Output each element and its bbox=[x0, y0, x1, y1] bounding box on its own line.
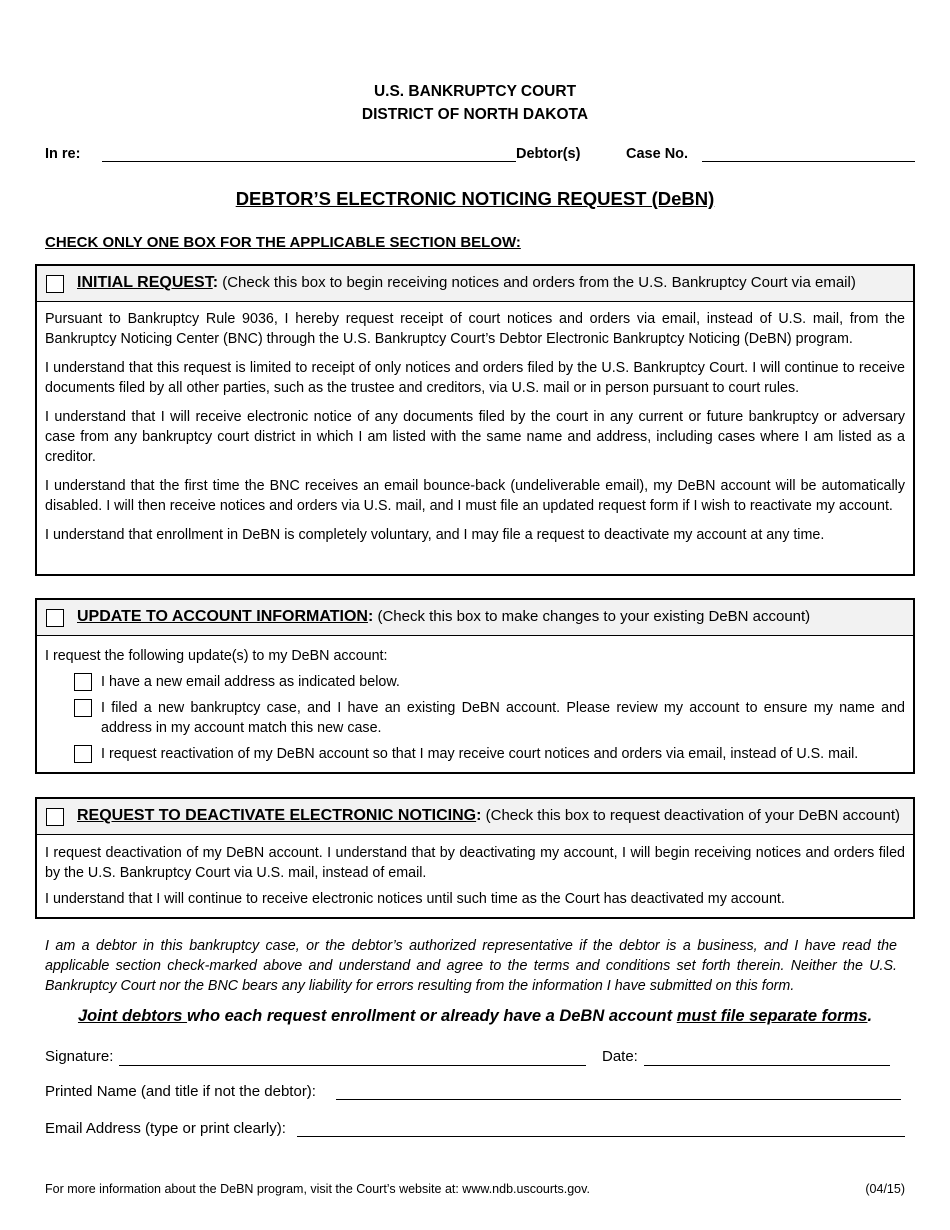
update-account-heading: UPDATE TO ACCOUNT INFORMATION bbox=[77, 608, 368, 625]
court-name: U.S. BANKRUPTCY COURT bbox=[373, 83, 577, 100]
joint-debtors-text: Joint debtors bbox=[77, 1007, 188, 1025]
update-option-reactivate bbox=[45, 744, 905, 764]
case-number-field[interactable] bbox=[702, 161, 915, 162]
footer-revision: (04/15) bbox=[865, 1182, 905, 1196]
separate-forms-text: must file separate forms bbox=[676, 1007, 868, 1025]
option-label: I have a new email address as indicated below. bbox=[101, 674, 400, 690]
option-label: I request reactivation of my DeBN account so that I may receive court notices and orders via email, instead of U.S. mail. bbox=[101, 746, 859, 762]
instruction-text: CHECK ONLY ONE BOX FOR THE APPLICABLE SECTION BELOW: bbox=[45, 234, 521, 251]
initial-request-description: (Check this box to begin receiving notices and orders from the U.S. Bankruptcy Court via email) bbox=[222, 274, 856, 291]
paragraph: I understand that I will continue to receive electronic notices until such time as the Court has deactivated my account. bbox=[45, 891, 785, 907]
paragraph: I understand that I will receive electronic notice of any documents filed by the court in any current or future bankruptcy or adversary case from any bankruptcy court district in which I am listed with the same name and address, including cases where I am listed as a creditor. bbox=[45, 409, 905, 465]
email-label: Email Address (type or print clearly): bbox=[45, 1120, 286, 1137]
heading-colon: : bbox=[212, 274, 219, 291]
deactivate-heading: REQUEST TO DEACTIVATE ELECTRONIC NOTICING bbox=[77, 807, 477, 824]
paragraph: I understand that enrollment in DeBN is completely voluntary, and I may file a request to deactivate my account at any time. bbox=[45, 527, 825, 543]
debtor-label: Debtor(s) bbox=[516, 146, 581, 162]
signature-label: Signature: bbox=[45, 1048, 114, 1065]
joint-period: . bbox=[867, 1007, 873, 1025]
initial-request-heading: INITIAL REQUEST bbox=[77, 274, 213, 291]
printed-name-field[interactable] bbox=[336, 1099, 901, 1100]
update-account-header bbox=[37, 600, 913, 636]
initial-request-section bbox=[35, 264, 915, 576]
joint-debtors-notice bbox=[0, 1007, 950, 1026]
deactivate-section bbox=[35, 797, 915, 919]
initial-request-checkbox[interactable] bbox=[46, 275, 64, 293]
paragraph: I request deactivation of my DeBN account. I understand that by deactivating my account, I will begin receiving notices and orders filed by the U.S. Bankruptcy Court via U.S. mail, instead of email. bbox=[45, 845, 905, 881]
initial-request-body bbox=[37, 302, 913, 555]
form-title: DEBTOR’S ELECTRONIC NOTICING REQUEST (DeBN) bbox=[235, 188, 715, 209]
date-field[interactable] bbox=[644, 1065, 890, 1066]
update-account-checkbox[interactable] bbox=[46, 609, 64, 627]
update-account-body bbox=[37, 636, 913, 774]
deactivate-description: (Check this box to request deactivation of your DeBN account) bbox=[485, 807, 900, 824]
update-account-description: (Check this box to make changes to your existing DeBN account) bbox=[377, 608, 811, 625]
deactivate-header bbox=[37, 799, 913, 835]
paragraph: Pursuant to Bankruptcy Rule 9036, I hereby request receipt of court notices and orders via email, instead of U.S. mail, from the Bankruptcy Noticing Center (BNC) through the U.S. Bankruptcy Court’s Debtor Electronic Bankruptcy Noticing (DeBN) program. bbox=[45, 311, 905, 347]
district-name: DISTRICT OF NORTH DAKOTA bbox=[361, 106, 589, 123]
printed-name-label: Printed Name (and title if not the debtor): bbox=[45, 1083, 316, 1100]
acknowledgment-text: I am a debtor in this bankruptcy case, or the debtor’s authorized representative if the debtor is a business, and I have read the applicable section check-marked above and understand and agree to the terms and conditions set forth therein. Neither the U.S. Bankruptcy Court nor the BNC bears any liability for errors resulting from the information I have submitted on this form. bbox=[45, 938, 897, 994]
update-account-section bbox=[35, 598, 915, 774]
option-label: I filed a new bankruptcy case, and I have an existing DeBN account. Please review my account to ensure my name and address in my account match this new case. bbox=[101, 700, 905, 736]
debtor-name-field[interactable] bbox=[102, 161, 516, 162]
case-caption bbox=[45, 146, 915, 166]
court-header bbox=[0, 80, 950, 126]
signature-field[interactable] bbox=[119, 1065, 586, 1066]
heading-colon: : bbox=[367, 608, 374, 625]
joint-middle-text: who each request enrollment or already have a DeBN account bbox=[187, 1007, 677, 1025]
deactivate-body bbox=[37, 835, 913, 919]
heading-colon: : bbox=[476, 807, 482, 824]
update-intro: I request the following update(s) to my DeBN account: bbox=[45, 648, 388, 664]
new-case-checkbox[interactable] bbox=[74, 699, 92, 717]
case-no-label: Case No. bbox=[626, 146, 689, 162]
paragraph: I understand that this request is limited to receipt of only notices and orders filed by the U.S. Bankruptcy Court. I will continue to receive documents filed by all other parties, such as the trustee and creditors, via U.S. mail or in person pursuant to court rules. bbox=[45, 360, 905, 396]
update-option-new-email bbox=[45, 672, 905, 692]
date-label: Date: bbox=[602, 1048, 638, 1065]
reactivate-checkbox[interactable] bbox=[74, 745, 92, 763]
initial-request-header bbox=[37, 266, 913, 302]
new-email-checkbox[interactable] bbox=[74, 673, 92, 691]
in-re-label: In re: bbox=[45, 146, 81, 162]
footer-info: For more information about the DeBN program, visit the Court’s website at: www.ndb.uscourts.gov. bbox=[45, 1182, 590, 1196]
paragraph: I understand that the first time the BNC receives an email bounce-back (undeliverable email), my DeBN account will be automatically disabled. I will then receive notices and orders via U.S. mail, and I must file an updated request form if I wish to reactivate my account. bbox=[45, 478, 905, 514]
deactivate-checkbox[interactable] bbox=[46, 808, 64, 826]
email-field[interactable] bbox=[297, 1136, 905, 1137]
update-option-new-case bbox=[45, 698, 905, 738]
